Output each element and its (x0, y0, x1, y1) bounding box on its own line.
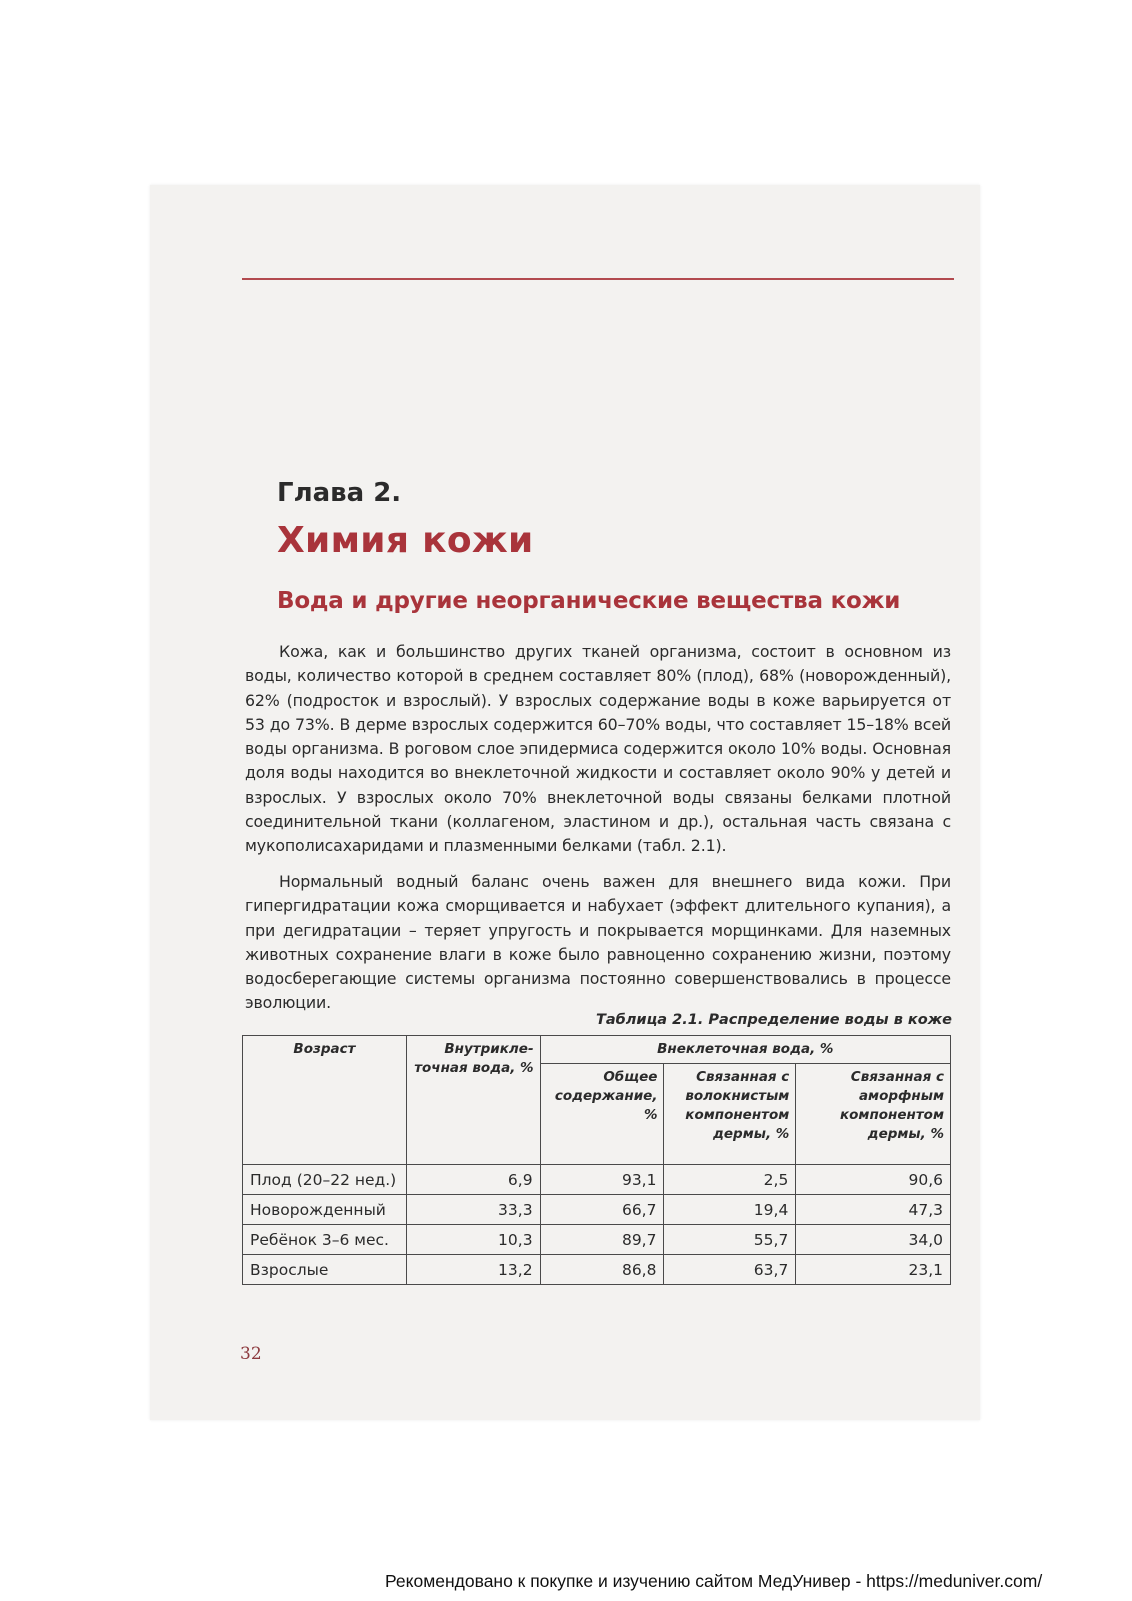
cell-age: Ребёнок 3–6 мес. (243, 1225, 407, 1255)
cell-amorphous: 23,1 (796, 1255, 951, 1285)
header-intracellular: Внутрикле-точная вода, % (406, 1036, 540, 1165)
cell-total: 93,1 (540, 1165, 664, 1195)
table-caption: Таблица 2.1. Распределение воды в коже (595, 1012, 952, 1028)
paragraph-water-content: Кожа, как и большинство других тканей организма, состоит в основном из воды, количество которой в среднем составляет 80% (плод), 68% (новорожденный), 62% (подросток и взрослый). У взрослых содержание воды в коже варьируется от 53 до 73%. В дерме взрослых содержится 60–70% воды, что составляет 15–18% всей воды организма. В роговом слое эпидермиса содержится около 10% воды. Основная доля воды находится во внеклеточной жидкости и составляет около 90% у детей и взрослых. У взрослых около 70% внеклеточной воды связаны белками плотной соединительной ткани (коллагеном, эластином и др.), остальная часть связана с мукополисахаридами и плазменными белками (табл. 2.1). (245, 642, 951, 856)
table-row (243, 1225, 951, 1255)
cell-intracellular: 13,2 (406, 1255, 540, 1285)
cell-age: Плод (20–22 нед.) (243, 1165, 407, 1195)
cell-fibrous: 19,4 (664, 1195, 796, 1225)
cell-fibrous: 63,7 (664, 1255, 796, 1285)
cell-total: 66,7 (540, 1195, 664, 1225)
footer-recommendation: Рекомендовано к покупке и изучению сайтом МедУнивер - https://meduniver.com/ (385, 1571, 1043, 1591)
cell-amorphous: 47,3 (796, 1195, 951, 1225)
cell-intracellular: 33,3 (406, 1195, 540, 1225)
chapter-title: Химия кожи (277, 520, 534, 561)
header-total: Общее содержание, % (540, 1064, 664, 1165)
water-distribution-table (242, 1035, 951, 1285)
chapter-label: Глава 2. (277, 478, 402, 508)
cell-age: Новорожденный (243, 1195, 407, 1225)
header-rule (242, 278, 954, 280)
cell-intracellular: 10,3 (406, 1225, 540, 1255)
section-title: Вода и другие неорганические вещества кожи (277, 588, 901, 614)
page-number: 32 (240, 1344, 262, 1364)
header-extracellular: Внеклеточная вода, % (540, 1036, 950, 1064)
cell-fibrous: 2,5 (664, 1165, 796, 1195)
header-age: Возраст (243, 1036, 407, 1165)
cell-intracellular: 6,9 (406, 1165, 540, 1195)
paragraph-water-balance: Нормальный водный баланс очень важен для внешнего вида кожи. При гипергидратации кожа сморщивается и набухает (эффект длительного купания), а при дегидратации – теряет упругость и покрывается морщинками. Для наземных животных сохранение влаги в коже было равноценно сохранению жизни, поэтому водосберегающие системы организма постоянно совершенствовались в процессе эволюции. (245, 872, 951, 1013)
cell-amorphous: 34,0 (796, 1225, 951, 1255)
cell-age: Взрослые (243, 1255, 407, 1285)
table-row (243, 1165, 951, 1195)
cell-total: 86,8 (540, 1255, 664, 1285)
header-fibrous: Связанная с волокнистым компонентом дермы, % (664, 1064, 796, 1165)
cell-fibrous: 55,7 (664, 1225, 796, 1255)
header-amorphous: Связанная с аморфным компонентом дермы, % (796, 1064, 951, 1165)
cell-total: 89,7 (540, 1225, 664, 1255)
table-row (243, 1195, 951, 1225)
cell-amorphous: 90,6 (796, 1165, 951, 1195)
table-row (243, 1255, 951, 1285)
